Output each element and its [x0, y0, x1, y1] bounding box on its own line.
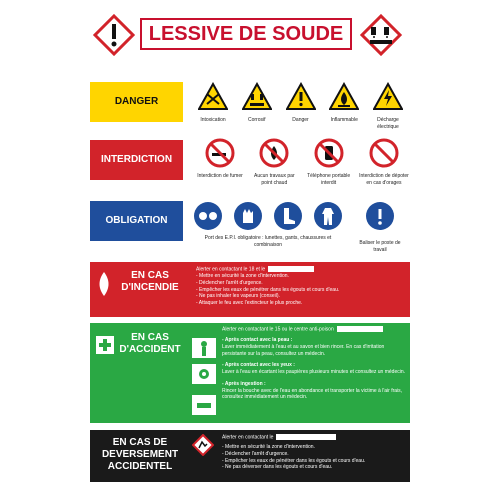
goggles-icon: [193, 201, 223, 231]
no-entry-icon: [369, 138, 399, 168]
danger-caption: Inflammable: [330, 117, 358, 123]
danger-caption: Intoxication: [200, 117, 226, 123]
danger-item: [281, 82, 321, 127]
corrosive-warning-icon: [242, 82, 272, 112]
interdiction-caption: Téléphone portable interdit: [307, 173, 351, 186]
deversement-line: - Mettre en sécurité la zone d'intervention.: [222, 444, 315, 451]
accident-header: [222, 326, 408, 333]
ingestion-icon: [192, 395, 216, 415]
skin-title: - Après contact avec la peau :: [222, 337, 293, 343]
deversement-instructions: [222, 434, 408, 471]
exclamation-ghs-icon: [93, 14, 135, 56]
danger-caption: Danger: [292, 117, 309, 123]
eyewash-icon: [192, 364, 216, 384]
obligation-marking-caption: Baliser le poste de travail: [359, 240, 401, 253]
danger-icons: [193, 82, 408, 130]
first-aid-icon: [96, 336, 114, 354]
obligation-band: OBLIGATION: [90, 201, 183, 241]
deversement-label-line3: ACCIDENTEL: [107, 461, 173, 472]
incendie-instructions: [196, 266, 406, 307]
ppe-group: [193, 201, 343, 257]
deversement-line: Alerter en contactant le: [222, 434, 274, 441]
interdiction-item: [249, 138, 299, 193]
environment-hazard-icon: [192, 434, 214, 456]
incendie-line: - Ne pas inhaler les vapeurs (conseil).: [196, 293, 280, 300]
phone-blank: [276, 434, 336, 440]
eyes-text: Laver à l'eau en écartant les paupières plusieurs minutes et consultez un médecin.: [222, 369, 406, 375]
general-danger-icon: [286, 82, 316, 112]
danger-item: [368, 82, 408, 130]
interdiction-icons: [195, 138, 410, 193]
shower-icon: [192, 338, 216, 358]
fire-icon: [96, 270, 112, 300]
deversement-label-line2: DEVERSEMENT: [101, 449, 179, 460]
corrosive-ghs-icon: [360, 14, 402, 56]
safety-boots-icon: [273, 201, 303, 231]
no-phone-icon: [314, 138, 344, 168]
deversement-label-line1: EN CAS DE: [112, 437, 168, 448]
incendie-line: - Attaquer le feu avec l'extincteur le plus proche.: [196, 300, 303, 307]
danger-item: [324, 82, 364, 127]
phone-blank: [337, 326, 383, 332]
danger-band: DANGER: [90, 82, 183, 122]
incendie-label-line2: D'INCENDIE: [121, 282, 179, 293]
phone-blank: [268, 266, 314, 272]
coverall-icon: [313, 201, 343, 231]
obligation-ppe-caption: Port des E.P.I. obligatoire : lunettes, gants, chaussures et combinaison: [204, 235, 332, 248]
incendie-line: Alerter en contactant le 18 et le: [196, 266, 266, 273]
interdiction-band: INTERDICTION: [90, 140, 183, 180]
incendie-line: - Mettre en sécurité la zone d'intervention.: [196, 273, 289, 280]
deversement-line: - Empêcher les eaux de pénétrer dans les égouts et cours d'eau.: [222, 457, 366, 464]
incendie-line: - Déclencher l'arrêt d'urgence.: [196, 279, 263, 286]
danger-caption: Corrosif: [247, 117, 266, 123]
danger-item: [237, 82, 277, 127]
accident-label-line2: D'ACCIDENT: [119, 344, 181, 355]
incendie-line: - Empêcher les eaux de pénétrer dans les égouts et cours d'eau.: [196, 286, 340, 293]
deversement-label: [94, 437, 186, 473]
interdiction-caption: Aucun travaux par point chaud: [254, 173, 295, 186]
incendie-label-line1: EN CAS: [131, 270, 169, 281]
no-smoking-icon: [205, 138, 235, 168]
deversement-line: - Déclencher l'arrêt d'urgence.: [222, 450, 289, 457]
interdiction-caption: Interdiction de fumer: [197, 173, 243, 179]
accident-header-text: Alerter en contactant le 15 ou le centre anti-poison: [222, 326, 334, 333]
ingest-text: Rincer la bouche avec de l'eau en abondance et transporter la victime à l'air frais, consultez immédiatement un médecin.: [222, 387, 403, 401]
info-mandatory-icon: [365, 201, 395, 231]
gloves-icon: [233, 201, 263, 231]
interdiction-item: [358, 138, 410, 193]
interdiction-caption: Interdiction de dépoter en cas d'orages: [359, 173, 409, 186]
no-hot-work-icon: [259, 138, 289, 168]
danger-caption: Décharge électrique: [377, 117, 399, 130]
interdiction-item: [304, 138, 354, 193]
deversement-line: - Ne pas déverser dans les égouts et cours d'eau.: [222, 464, 333, 471]
flammable-warning-icon: [329, 82, 359, 112]
eyes-title: - Après contact avec les yeux :: [222, 362, 295, 369]
toxic-warning-icon: [198, 82, 228, 112]
accident-instructions: [222, 337, 408, 401]
accident-label: [114, 332, 186, 356]
danger-item: [193, 82, 233, 127]
marking-group: [355, 201, 405, 257]
electric-shock-icon: [373, 82, 403, 112]
interdiction-item: [195, 138, 245, 193]
accident-label-line1: EN CAS: [131, 332, 169, 343]
ingest-title: - Après ingestion :: [222, 380, 266, 387]
skin-text: Laver immédiatement à l'eau et au savon et bien rincer. En cas d'irritation persistante sur la peau, consultez un médecin.: [222, 343, 385, 357]
page-title: LESSIVE DE SOUDE: [140, 18, 352, 50]
incendie-label: [114, 270, 186, 294]
